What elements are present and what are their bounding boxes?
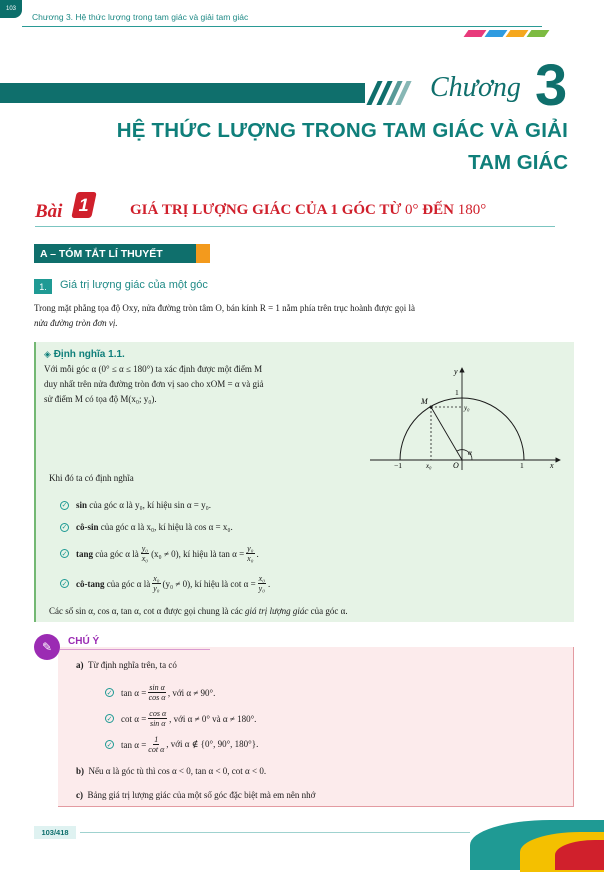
definition-line-1: Với mỗi góc α (0° ≤ α ≤ 180°) ta xác định được một điểm M <box>44 364 263 374</box>
note-title: CHÚ Ý <box>68 636 100 647</box>
note-c-text: Bảng giá trị lượng giác của một số góc đặc biệt mà em nên nhớ <box>87 790 316 800</box>
x-axis-label: x <box>550 461 554 470</box>
definition-closing <box>49 606 348 616</box>
denominator: y₀ <box>258 584 265 593</box>
closing-pre: Các số sin α, cos α, tan α, cot α được gọi chung là các <box>49 606 243 616</box>
fraction <box>246 544 254 563</box>
intro-line-2: nửa đường tròn đơn vị. <box>34 318 118 328</box>
header-stripe-3 <box>506 30 529 37</box>
intro-line-1: Trong mặt phẳng tọa độ Oxy, nửa đường tròn tâm O, bán kính R = 1 nằm phía trên trục hoành được gọi là <box>34 303 416 313</box>
denominator: cot α <box>148 745 165 754</box>
definition-line-3: sử điểm M có tọa độ M(x₀; y₀). <box>44 394 157 404</box>
intro-paragraph <box>34 301 574 331</box>
unit-semicircle-figure <box>370 362 570 474</box>
fraction <box>141 544 149 563</box>
header-stripe-1 <box>464 30 487 37</box>
note-a <box>76 660 177 670</box>
def-text: của góc α là x₀, kí hiệu là cos α = x₀. <box>100 522 233 532</box>
def-text: của góc α là y₀, kí hiệu sin α = y₀. <box>89 500 212 510</box>
numerator: y₀ <box>247 544 254 553</box>
note-a-item-2 <box>105 709 256 728</box>
numerator: sin α <box>149 683 165 692</box>
chapter-title-line-2: TAM GIÁC <box>468 151 568 174</box>
chapter-number: 3 <box>535 53 568 118</box>
o-label: O <box>453 461 459 470</box>
lesson-word: Bài <box>35 201 63 222</box>
radius-om <box>431 407 462 460</box>
khi-do-text: Khi đó ta có định nghĩa <box>49 473 134 483</box>
definition-line-2: duy nhất trên nửa đường tròn đơn vị sao cho xOM = α và giả <box>44 379 264 389</box>
page-number-badge: 103 <box>0 0 22 18</box>
one-right-label: 1 <box>520 461 524 470</box>
formula-rhs: , với α ∉ {0°, 90°, 180°}. <box>166 739 259 749</box>
header-stripe-2 <box>485 30 508 37</box>
footer-divider <box>80 832 470 833</box>
section-heading: A – TÓM TẮT LÍ THUYẾT <box>34 244 206 263</box>
check-circle-icon: ✓ <box>61 579 68 588</box>
denominator: x₀ <box>141 554 149 563</box>
note-c <box>76 790 315 800</box>
lesson-joiner: ĐẾN <box>422 202 454 218</box>
fraction <box>148 683 166 702</box>
check-circle-icon: ✓ <box>61 501 68 509</box>
denominator: cos α <box>148 693 166 702</box>
note-a-item-3 <box>105 735 258 754</box>
diamond-icon: ◈ <box>44 350 51 360</box>
header-divider <box>22 26 542 27</box>
def-text: (y₀ ≠ 0), kí hiệu là cot α = <box>162 578 256 589</box>
check-circle-icon: ✓ <box>106 714 113 723</box>
closing-em: giá trị lượng giác <box>244 606 309 616</box>
lesson-from-angle: 0° <box>405 202 419 218</box>
fraction <box>148 735 164 754</box>
lesson-title <box>130 202 486 219</box>
note-c-label: c) <box>76 790 83 800</box>
one-top-label: 1 <box>455 388 459 397</box>
def-item-cot: ✓ cô-tang của góc α là $\frac{\text{x₀}}{\text{y₀}}$ (y₀ ≠ 0), kí hiệu là cot α = $\frac{\text{x₀}}{\text{y₀}}$ . <box>61 574 271 593</box>
numerator: cos α <box>149 709 167 718</box>
y0-label: y₀ <box>464 404 470 412</box>
x0-label: x₀ <box>426 462 432 470</box>
fraction <box>152 574 160 593</box>
point-m <box>430 406 433 409</box>
chapter-bar <box>0 83 365 103</box>
chapter-word: Chương <box>430 72 521 103</box>
check-circle-icon: ✓ <box>61 523 68 531</box>
formula-lhs: tan α = <box>121 687 147 698</box>
denominator: sin α <box>149 719 166 728</box>
def-item-tan: ✓ tang của góc α là $\frac{\text{y₀}}{\text{x₀}}$ (x₀ ≠ 0), kí hiệu là tan α = $\frac{\text{y₀}}{\text{x₀}}$ . <box>61 544 259 563</box>
def-text: của góc α là <box>106 578 151 589</box>
note-b <box>76 766 266 776</box>
denominator: x₀ <box>247 554 254 563</box>
note-a-text: Từ định nghĩa trên, ta có <box>88 660 177 670</box>
note-b-label: b) <box>76 766 85 776</box>
alpha-label: α <box>468 448 472 457</box>
y-axis-label: y <box>454 367 458 376</box>
def-term: tang <box>76 548 94 559</box>
lesson-number: 1 <box>71 192 97 218</box>
lesson-title-text: GIÁ TRỊ LƯỢNG GIÁC CỦA 1 GÓC TỪ <box>130 202 402 218</box>
definition-body <box>44 362 364 407</box>
footer-page-number: 103/418 <box>34 826 76 839</box>
check-circle-icon: ✓ <box>61 549 68 558</box>
def-term: sin <box>76 500 88 510</box>
note-a-item-1 <box>105 683 215 702</box>
def-item-sin <box>60 500 211 510</box>
m-label: M <box>421 397 428 406</box>
check-circle-icon: ✓ <box>106 688 113 697</box>
denominator: y₀ <box>153 584 160 593</box>
fraction <box>258 574 266 593</box>
pencil-icon: ✎ <box>34 634 60 660</box>
numerator: y₀ <box>141 544 149 553</box>
def-text: (x₀ ≠ 0), kí hiệu là tan α = <box>151 548 245 559</box>
subsection-title: Giá trị lượng giác của một góc <box>60 279 208 291</box>
def-term: cô-tang <box>76 578 105 589</box>
minus-one-label: −1 <box>394 461 402 470</box>
numerator: 1 <box>154 735 159 744</box>
def-item-cos <box>60 522 233 532</box>
numerator: x₀ <box>153 574 160 583</box>
fraction <box>148 709 167 728</box>
note-title-underline <box>60 649 210 650</box>
formula-rhs: , với α ≠ 90°. <box>167 687 216 698</box>
formula-lhs: cot α = <box>121 713 147 724</box>
formula-rhs: , với α ≠ 0° và α ≠ 180°. <box>169 713 257 724</box>
note-a-label: a) <box>76 660 84 670</box>
formula-lhs: tan α = <box>121 739 147 750</box>
def-term: cô-sin <box>76 522 99 532</box>
section-accent <box>196 244 210 263</box>
subsection-number: 1. <box>34 279 52 294</box>
definition-title <box>44 349 125 360</box>
chapter-title-line-1: HỆ THỨC LƯỢNG TRONG TAM GIÁC VÀ GIẢI <box>116 119 568 142</box>
header-stripe-4 <box>527 30 550 37</box>
note-b-text: Nếu α là góc tù thì cos α < 0, tan α < 0, cot α < 0. <box>88 766 267 776</box>
lesson-divider <box>35 226 555 227</box>
numerator: x₀ <box>258 574 265 583</box>
check-circle-icon: ✓ <box>106 740 113 749</box>
definition-title-text: Định nghĩa 1.1. <box>53 349 125 360</box>
closing-post: của góc α. <box>310 606 348 616</box>
running-header: Chương 3. Hệ thức lượng trong tam giác và giải tam giác <box>32 12 249 22</box>
lesson-to-angle: 180° <box>457 202 487 218</box>
def-text: của góc α là <box>95 548 139 559</box>
